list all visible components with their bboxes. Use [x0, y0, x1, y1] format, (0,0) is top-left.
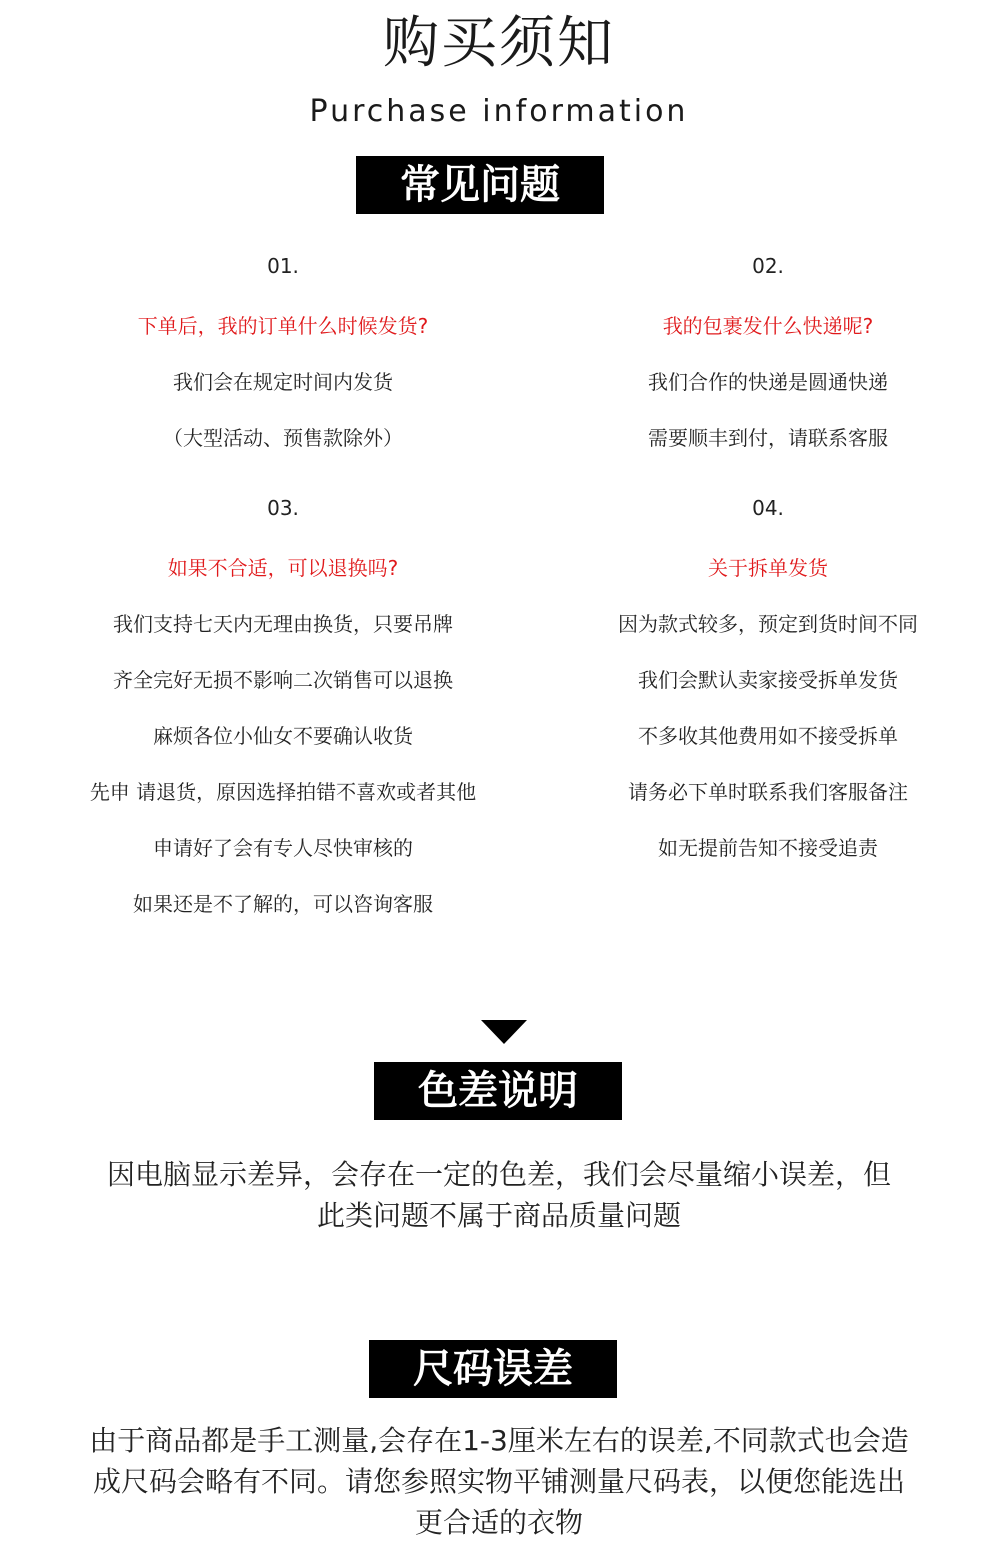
faq-answer: 需要顺丰到付，请联系客服: [648, 426, 888, 450]
faq-answer: 请务必下单时联系我们客服备注: [628, 780, 908, 804]
color-diff-line: 此类问题不属于商品质量问题: [316, 1199, 681, 1232]
faq-number: 02.: [752, 254, 784, 278]
color-diff-banner: 色差说明: [374, 1062, 622, 1120]
faq-answer: 我们会默认卖家接受拆单发货: [638, 668, 898, 692]
faq-item-3: [40, 0, 526, 940]
size-diff-line: 由于商品都是手工测量,会存在1-3厘米左右的误差,不同款式也会造: [89, 1424, 909, 1457]
faq-answer: 我们支持七天内无理由换货，只要吊牌: [113, 612, 453, 636]
faq-question: 下单后，我的订单什么时候发货?: [137, 314, 429, 338]
page-subtitle: Purchase information: [309, 94, 689, 129]
faq-number: 03.: [267, 496, 299, 520]
size-diff-line: 成尺码会略有不同。请您参照实物平铺测量尺码表，以便您能选出: [92, 1465, 905, 1498]
down-triangle-icon: [481, 1020, 527, 1044]
faq-number: 04.: [752, 496, 784, 520]
faq-answer: 因为款式较多，预定到货时间不同: [618, 612, 918, 636]
faq-answer: 麻烦各位小仙女不要确认收货: [153, 724, 413, 748]
size-diff-banner: 尺码误差: [369, 1340, 617, 1398]
size-diff-line: 更合适的衣物: [414, 1506, 583, 1539]
faq-answer: （大型活动、预售款除外）: [163, 426, 403, 450]
color-diff-line: 因电脑显示差异，会存在一定的色差，我们会尽量缩小误差，但: [106, 1158, 891, 1191]
faq-answer: 齐全完好无损不影响二次销售可以退换: [113, 668, 453, 692]
faq-answer: 如果还是不了解的，可以咨询客服: [133, 892, 433, 916]
faq-answer: 不多收其他费用如不接受拆单: [638, 724, 898, 748]
page-title: 购买须知: [383, 11, 615, 76]
size-diff-text: [0, 1420, 998, 1543]
faq-answer: 我们会在规定时间内发货: [173, 370, 393, 394]
faq-answer: 我们合作的快递是圆通快递: [648, 370, 888, 394]
color-diff-text: [0, 1154, 998, 1236]
faq-question: 我的包裹发什么快递呢?: [662, 314, 874, 338]
faq-question: 关于拆单发货: [708, 556, 828, 580]
faq-answer: 先申 请退货，原因选择拍错不喜欢或者其他: [89, 780, 477, 804]
faq-number: 01.: [267, 254, 299, 278]
faq-answer: 如无提前告知不接受追责: [658, 836, 878, 860]
faq-banner: 常见问题: [356, 156, 604, 214]
faq-question: 如果不合适，可以退换吗?: [167, 556, 399, 580]
faq-item-4: [540, 0, 996, 880]
faq-answer: 申请好了会有专人尽快审核的: [153, 836, 413, 860]
